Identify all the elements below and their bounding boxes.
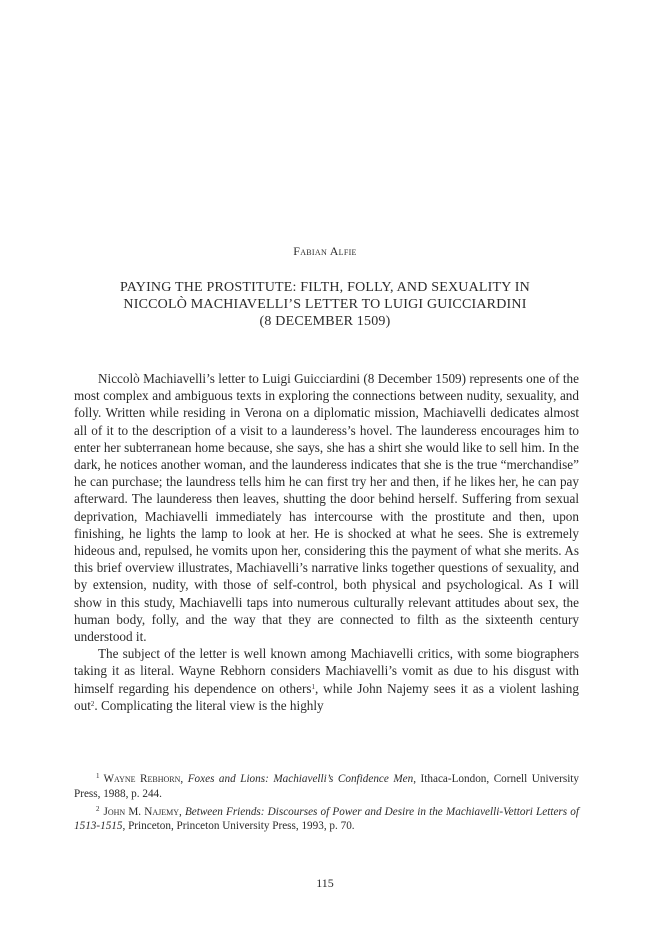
footnote-1-title: Foxes and Lions: Machiavelli’s Confidence Men <box>187 773 414 785</box>
body-text <box>74 370 579 714</box>
footnotes <box>74 769 579 834</box>
footnote-ref-1[interactable]: 1 <box>311 682 315 691</box>
footnote-2: $^2$ John M. Najemy, Between Friends: Discourses of Power and Desire in the Machiavelli-Vettori Letters of 1513-1515, Princeton, Princeton University Press, 1993, p. 70. <box>74 804 579 833</box>
footnote-1-mark: 1 <box>96 772 100 780</box>
footnote-2-rest: , Princeton, Princeton University Press, 1993, p. 70. <box>122 820 355 833</box>
title-line-1: PAYING THE PROSTITUTE: FILTH, FOLLY, AND SEXUALITY IN <box>120 280 530 295</box>
paragraph-1: Niccolò Machiavelli’s letter to Luigi Guicciardini (8 December 1509) represents one of the most complex and ambiguous texts in exploring the connections between nudity, sexuality, and folly. Written while residing in Verona on a diplomatic mission, Machiavelli dedicates almost all of it to the description of a visit to a launderess’s hovel. The launderess encourages him to enter her subterranean home because, she says, she has a shirt she would like to sell him. In the dark, he notices another woman, and the launderess indicates that she is the true “merchandise” he can purchase; the laundress tells him he can first try her and then, if he likes her, he can pay afterward. The launderess then leaves, shutting the door behind herself. Suffering from sexual deprivation, Machiavelli immediately has intercourse with the prostitute and then, upon finishing, he lights the lamp to look at her. He is shocked at what he sees. She is extremely hideous and, repulsed, he vomits upon her, considering this the payment of what she merits. As this brief overview illustrates, Machiavelli’s narrative links together questions of sexuality, and by extension, nudity, with those of self-control, both physical and psychological. As I will show in this study, Machiavelli taps into numerous culturally relevant attitudes about sex, the human body, folly, and the way that they are connected to filth as the sixteenth century understood it. <box>74 371 579 645</box>
paragraph-2-part-1: The subject of the letter is well known among Machiavelli critics, with some biographers taking it as literal. Wayne Rebhorn considers Machiavelli’s vomit as due to his disgust with himself regarding his dependence on others <box>74 646 579 696</box>
title-line-3: (8 DECEMBER 1509) <box>259 314 391 329</box>
article-title <box>90 279 560 330</box>
paragraph-2-part-3: . Complicating the literal view is the highly <box>94 697 324 713</box>
page-number: 115 <box>316 876 334 890</box>
footnote-1: $^1$ Wayne Rebhorn, Foxes and Lions: Machiavelli’s Confidence Men, Ithaca-London, Cornell University Press, 1988, p. 244. <box>74 772 580 800</box>
footnote-1-rest: , Ithaca-London, Cornell University Press, 1988, p. 244. <box>74 773 580 800</box>
footnote-2-mark: 2 <box>96 804 100 813</box>
footnote-ref-2[interactable]: 2 <box>90 699 95 708</box>
paragraph-2-part-2: , while John Najemy sees it as a violent lashing out <box>74 680 579 713</box>
footnote-2-author: John M. Najemy <box>103 805 179 818</box>
paragraph-2 <box>74 645 579 714</box>
footnote-2-title: Between Friends: Discourses of Power and Desire in the Machiavelli-Vettori Letters of 1513-1515 <box>74 805 579 833</box>
footnote-1-author: Wayne Rebhorn <box>103 773 181 785</box>
title-line-2: NICCOLÒ MACHIAVELLI’S LETTER TO LUIGI GUICCIARDINI <box>123 297 527 312</box>
author-name: Fabian Alfie <box>293 244 357 258</box>
